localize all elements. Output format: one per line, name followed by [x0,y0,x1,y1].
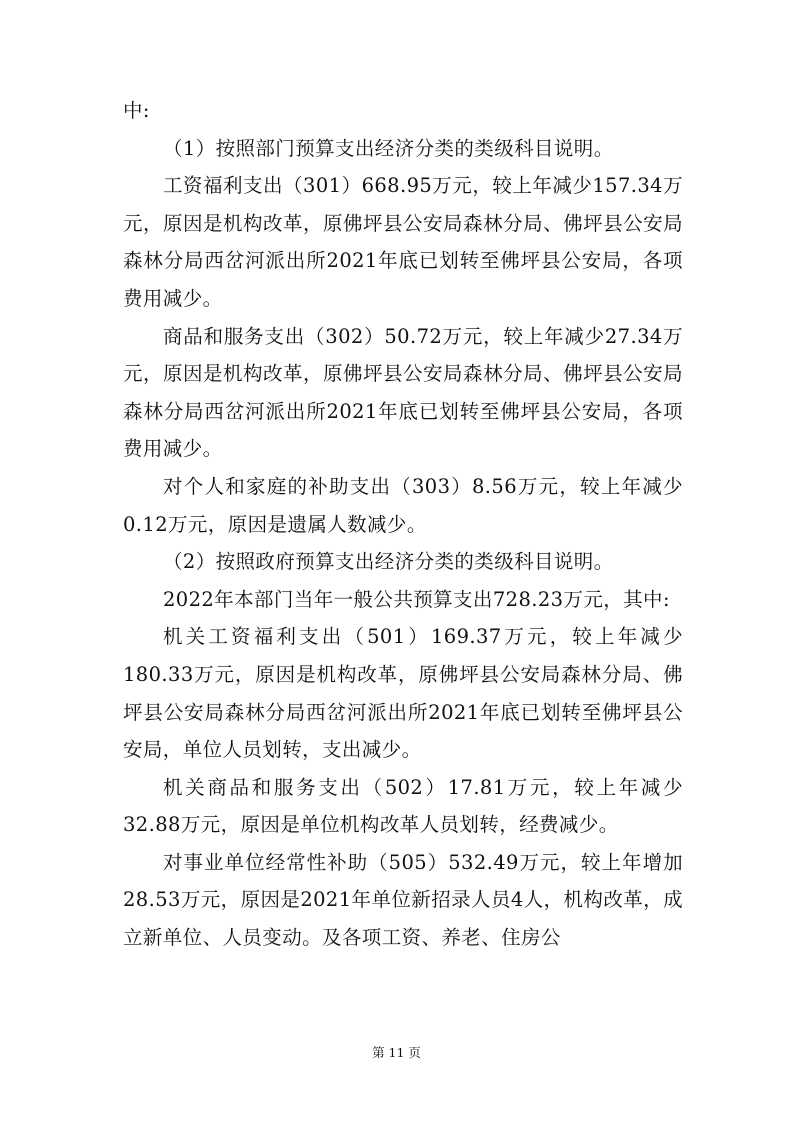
paragraph-goods-services: 商品和服务支出（302）50.72万元，较上年减少27.34万元，原因是机构改革，原佛坪县公安局森林分局、佛坪县公安局森林分局西岔河派出所2021年底已划转至佛坪县公安局，各项费用减少。 [123,324,683,461]
paragraph-institution-subsidy: 对事业单位经常性补助（505）532.49万元，较上年增加28.53万元，原因是2021年单位新招录人员4人，机构改革，成立新单位、人员变动。及各项工资、养老、住房公 [123,850,683,950]
paragraph-agency-salary: 机关工资福利支出（501）169.37万元，较上年减少180.33万元，原因是机构改革，原佛坪县公安局森林分局、佛坪县公安局森林分局西岔河派出所2021年底已划转至佛坪县公安局，单位人员划转，支出减少。 [123,625,683,762]
page-number: 第 11 页 [372,1045,421,1060]
paragraph-household-subsidy: 对个人和家庭的补助支出（303）8.56万元，较上年减少0.12万元，原因是遗属人数减少。 [123,474,683,536]
paragraph-total-expenditure: 2022年本部门当年一般公共预算支出728.23万元，其中: [163,587,670,611]
paragraph-agency-goods: 机关商品和服务支出（502）17.81万元，较上年减少32.88万元，原因是单位机构改革人员划转，经费减少。 [123,775,683,837]
paragraph-continuation: 中: [123,99,150,122]
paragraph-section-1-heading: （1）按照部门预算支出经济分类的类级科目说明。 [163,136,614,160]
paragraph-section-2-heading: （2）按照政府预算支出经济分类的类级科目说明。 [163,550,614,574]
document-body [123,92,683,957]
paragraph-salary-welfare: 工资福利支出（301）668.95万元，较上年减少157.34万元，原因是机构改革，原佛坪县公安局森林分局、佛坪县公安局森林分局西岔河派出所2021年底已划转至佛坪县公安局，各项费用减少。 [123,174,683,310]
